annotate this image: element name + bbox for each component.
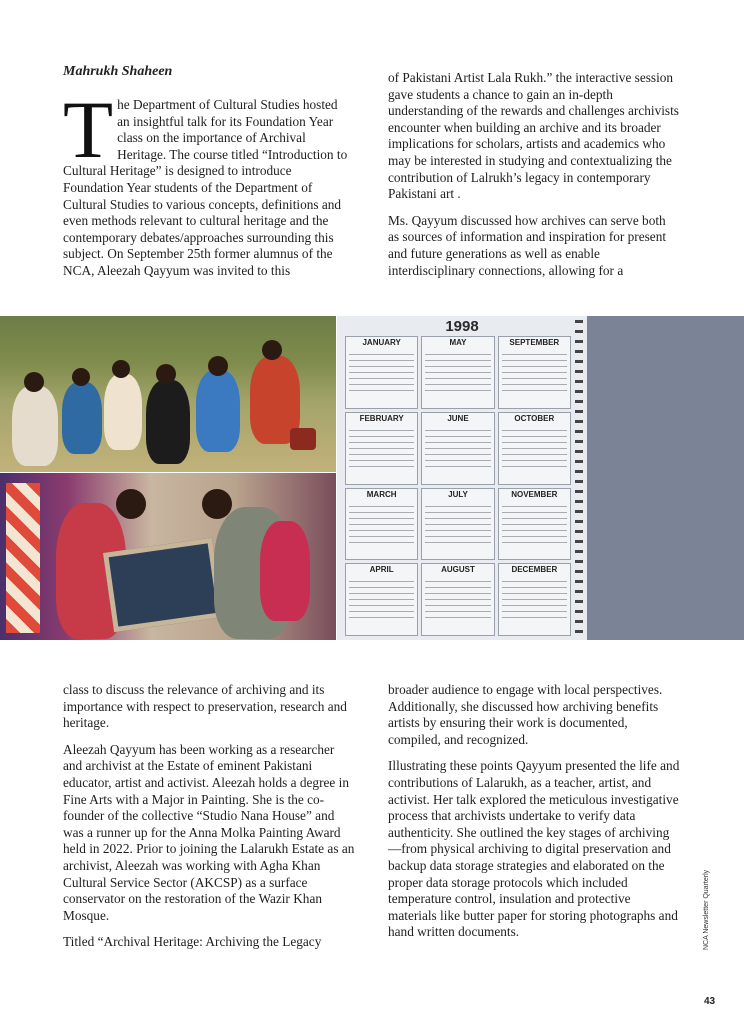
article-column-4 [388,682,680,951]
calendar-month: JANUARY [345,336,418,409]
slate-color-panel [587,316,744,640]
publication-name: NCA Newsletter Quarterly [703,869,710,950]
article-column-3 [63,682,355,961]
page-number: 43 [704,996,716,1007]
article-paragraph: broader audience to engage with local perspectives. Additionally, she discussed how archiving benefits artists by ensuring their work is documented, compiled, and recognized. [388,682,663,747]
screen-printing-photo [0,473,336,640]
calendar-month: AUGUST [421,563,494,636]
calendar-month: JULY [421,488,494,561]
article-paragraph: Titled “Archival Heritage: Archiving the Legacy [63,934,322,950]
article-column-2 [388,70,680,289]
calendar-month: DECEMBER [498,563,571,636]
image-band [0,316,744,640]
calendar-month: OCTOBER [498,412,571,485]
spiral-binding [575,320,583,636]
calendar-month: APRIL [345,563,418,636]
article-paragraph: class to discuss the relevance of archiving and its importance with respect to preservation, research and heritage. [63,682,347,731]
calendar-month: FEBRUARY [345,412,418,485]
drop-cap: T [63,84,114,175]
calendar-month: NOVEMBER [498,488,571,561]
calendar-month: JUNE [421,412,494,485]
paragraph-text: he Department of Cultural Studies hosted an insightful talk for its Foundation Year class on the importance of Archival Heritage. The course titled “Introduction to Cultural Heritage” is designed to introduce Foundation Year students of the Department of Cultural Studies to various concepts, definitions and even methods relevant to cultural heritage and the contemporary debates/approaches surrounding this subject. On September 25th former alumnus of the NCA, Aleezah Qayyum was invited to this [63,97,348,278]
article-paragraph: of Pakistani Artist Lala Rukh.” the interactive session gave students a chance to gain an in-depth understanding of the rewards and challenges archivists encounter when building an archive and its broader implications for scholars, artists and academics who may be interested in studying and contextualizing the contribution of Lalrukh’s legacy in contemporary Pakistani art . [388,70,679,202]
article-paragraph: Aleezah Qayyum has been working as a researcher and archivist at the Estate of eminent Pakistani educator, artist and activist. Aleezah holds a degree in Fine Arts with a Major in Painting. She is the co-founder of the collective “Studio Nana House” and was a runner up for the Anna Molka Painting Award held in 2022. Prior to joining the Lalarukh Estate as an archivist, Aleezah was working with Agha Khan Cultural Service Sector (AKCSP) as a surface conservator on the restoration of the Wazir Khan Mosque. [63,741,355,923]
article-paragraph [63,84,353,280]
group-photo [0,316,336,472]
calendar-year: 1998 [445,318,479,335]
calendar-photo-1998 [337,316,587,640]
article-paragraph: Ms. Qayyum discussed how archives can serve both as sources of information and inspiration for present and future generations as well as enable interdisciplinary connections, allowing for a [388,212,667,278]
calendar-month: MAY [421,336,494,409]
article-paragraph: Illustrating these points Qayyum presented the life and contributions of Lalarukh, as a teacher, artist, and activist. Her talk explored the meticulous investigative process that archivists undertake to verify data authenticity. She outlined the key stages of archiving—from physical archiving to digital preservation and backup data storage strategies and elaborated on the proper data storage protocols which included temperature control, insulation and protective materials like butter paper for storing photographs and hand written documents. [388,758,680,940]
calendar-month: MARCH [345,488,418,561]
calendar-months [345,336,571,636]
article-column-1 [63,84,353,290]
calendar-month: SEPTEMBER [498,336,571,409]
author-byline: Mahrukh Shaheen [63,64,173,79]
